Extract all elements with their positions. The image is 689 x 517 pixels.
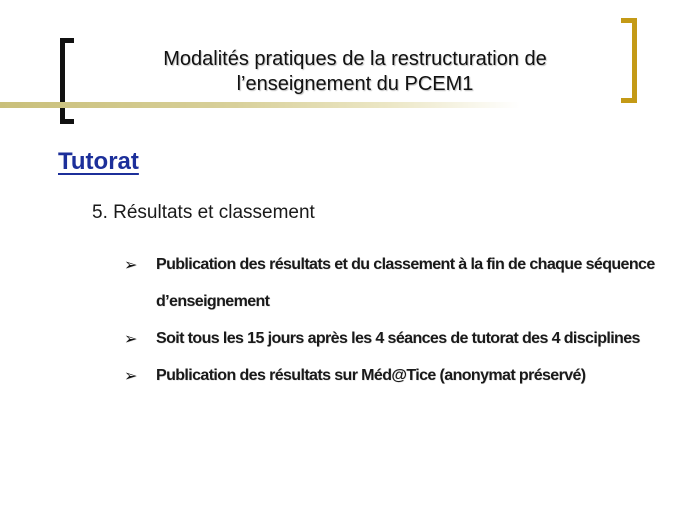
arrowhead-bullet-icon: ➢ (124, 366, 137, 385)
bullet-text: Soit tous les 15 jours après les 4 séances de tutorat des 4 disciplines (156, 330, 640, 347)
list-item (124, 320, 664, 357)
bullet-text: Publication des résultats et du classement à la fin de chaque séquence d’enseignement (156, 256, 655, 310)
arrowhead-bullet-icon: ➢ (124, 329, 137, 348)
left-bracket-decoration (60, 38, 74, 124)
list-item (124, 357, 664, 394)
section-heading: Tutorat (58, 148, 139, 175)
right-bracket-decoration (621, 18, 637, 103)
bullet-text: Publication des résultats sur Méd@Tice (anonymat préservé) (156, 367, 586, 384)
slide-title (95, 47, 615, 97)
slide-title-line-1: Modalités pratiques de la restructuration de (163, 48, 547, 70)
arrowhead-bullet-icon: ➢ (124, 255, 137, 274)
bullet-list (124, 246, 664, 394)
subheading: 5. Résultats et classement (92, 202, 315, 223)
list-item (124, 246, 664, 320)
title-underline-rule (0, 102, 520, 108)
slide-title-line-2: l’enseignement du PCEM1 (236, 73, 474, 95)
